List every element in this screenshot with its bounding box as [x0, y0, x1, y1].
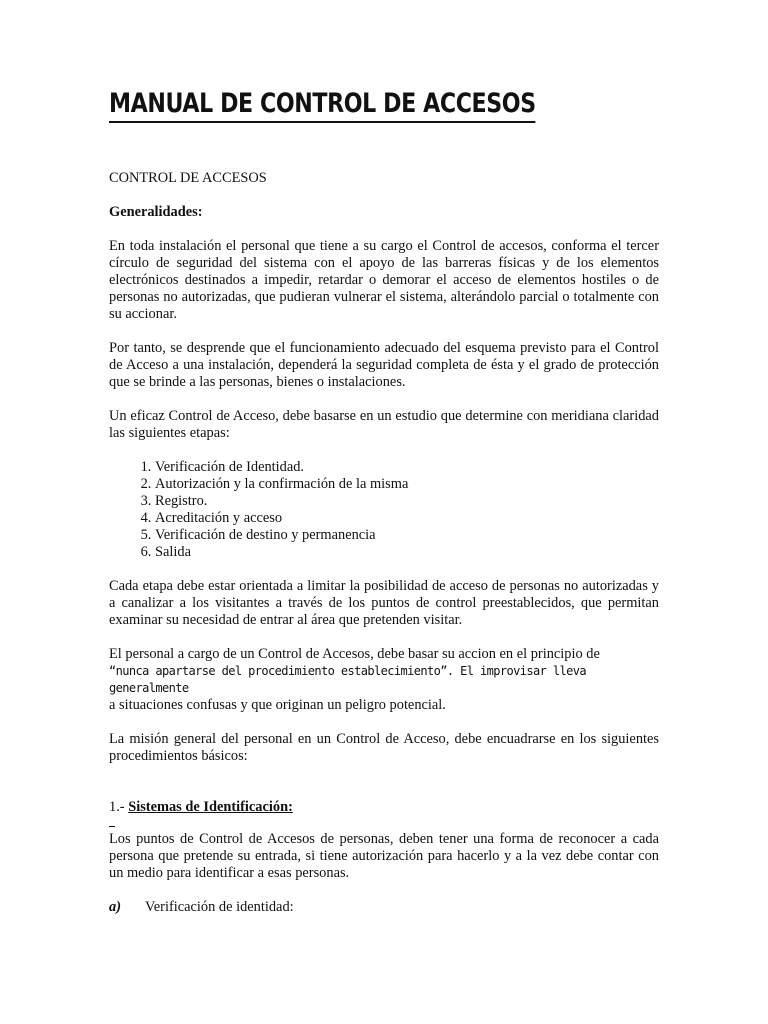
paragraph-intro: En toda instalación el personal que tiene a su cargo el Control de accesos, conforma el tercer círculo de seguridad del sistema con el apoyo de las barreras físicas y de los elementos electrónicos destinados a impedir, retardar o demorar el acceso de elementos hostiles o de personas no autorizadas, que pudieran vulnerar el sistema, alterándolo parcial o totalmente con su accionar.	[109, 238, 659, 322]
section-label: CONTROL DE ACCESOS	[109, 170, 267, 186]
paragraph-personal	[109, 646, 659, 714]
underline-stub	[109, 816, 115, 827]
item-a-text: Verificación de identidad:	[145, 899, 294, 915]
paragraph-por-tanto: Por tanto, se desprende que el funcionamiento adecuado del esquema previsto para el Control de Acceso a una instalación, dependerá la seguridad completa de ésta y el grado de protección que se brinde a las personas, bienes o instalaciones.	[109, 340, 659, 390]
item-a	[109, 899, 659, 916]
section-1-number: 1.-	[109, 799, 129, 815]
paragraph-personal-start: El personal a cargo de un Control de Accesos, debe basar su accion en el principio de	[109, 646, 600, 662]
generalidades-heading: Generalidades:	[109, 204, 203, 220]
paragraph-personal-end: a situaciones confusas y que originan un peligro potencial.	[109, 697, 446, 713]
title-wrapper	[109, 88, 659, 132]
list-item: 4. Acreditación y acceso	[155, 510, 659, 527]
paragraph-cada-etapa: Cada etapa debe estar orientada a limitar la posibilidad de acceso de personas no autorizadas y a canalizar a los visitantes a través de los puntos de control preestablecidos, que permitan examinar su necesidad de entrar al área que pretenden visitar.	[109, 578, 659, 628]
list-item: 2. Autorización y la confirmación de la misma	[155, 476, 659, 493]
section-1-heading	[109, 799, 659, 827]
list-item: 5. Verificación de destino y permanencia	[155, 527, 659, 544]
paragraph-mision: La misión general del personal en un Control de Acceso, debe encuadrarse en los siguientes procedimientos básicos:	[109, 731, 659, 764]
paragraph-personal-quote: “nunca apartarse del procedimiento establecimiento”. El improvisar lleva generalmente	[109, 664, 586, 695]
list-item: 1. Verificación de Identidad.	[155, 459, 659, 476]
section-1-title: Sistemas de Identificación:	[128, 799, 293, 815]
section-1-paragraph: Los puntos de Control de Accesos de personas, deben tener una forma de reconocer a cada persona que pretende su entrada, si tiene autorización para hacerlo y a la vez debe contar con un medio para identificar a esas personas.	[109, 831, 659, 881]
document-title: MANUAL DE CONTROL DE ACCESOS	[109, 88, 536, 123]
paragraph-eficaz: Un eficaz Control de Acceso, debe basarse en un estudio que determine con meridiana claridad las siguientes etapas:	[109, 408, 659, 441]
list-item: 6. Salida	[155, 544, 659, 561]
etapas-list	[109, 459, 659, 561]
list-item: 3. Registro.	[155, 493, 659, 510]
document-page	[109, 88, 659, 916]
item-a-mark: a)	[109, 899, 121, 915]
